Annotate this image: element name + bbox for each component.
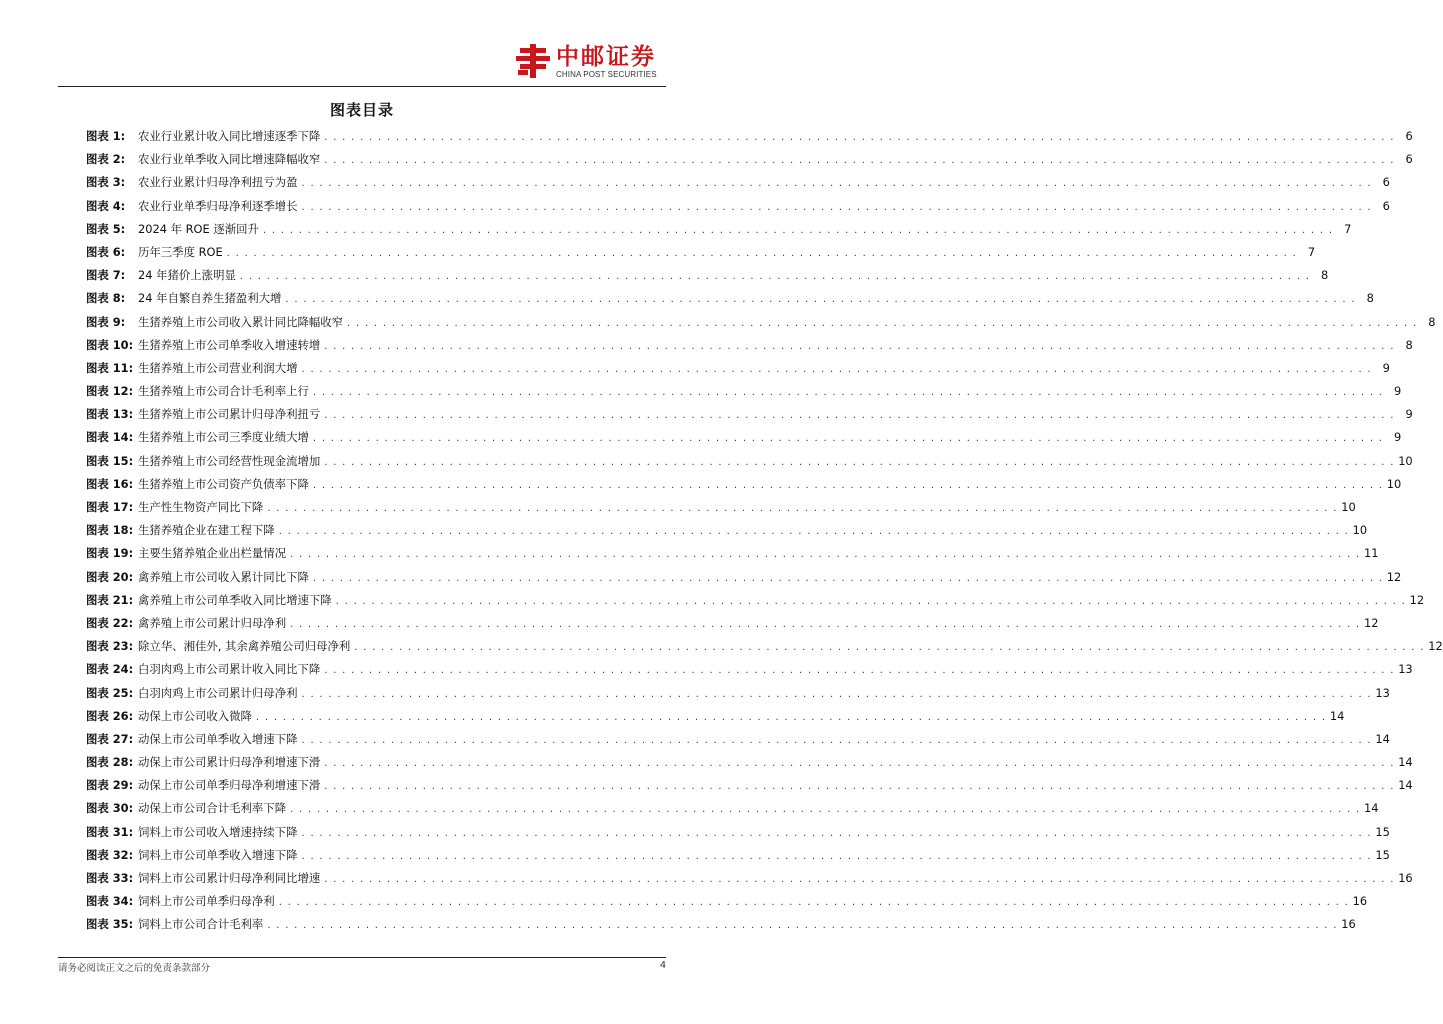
toc-entry[interactable] <box>86 174 1390 197</box>
toc-leader-dots: . . . . . . . . . . . . . . . . . . . . . . . . . . . . . . . . . . . . . . . . . . . . . . . . . . . . . . . . . . . . . . . . . . . . . . . . . . . . . . . . . . . . . . . . . . . . . . . . . . . . . . . . . . . . . . . . . . . . . . . . <box>255 711 1327 723</box>
toc-entry-page: 14 <box>1329 708 1345 723</box>
toc-leader-dots: . . . . . . . . . . . . . . . . . . . . . . . . . . . . . . . . . . . . . . . . . . . . . . . . . . . . . . . . . . . . . . . . . . . . . . . . . . . . . . . . . . . . . . . . . . . . . . . . . . . . . . . . . . . . . . . . . . . . . . . . <box>290 804 1361 816</box>
toc-entry-page: 6 <box>1382 198 1390 213</box>
toc-entry[interactable] <box>86 290 1374 313</box>
toc-entry-title: 饲料上市公司合计毛利率 <box>138 917 264 932</box>
toc-entry-page: 16 <box>1398 871 1413 885</box>
toc-entry-title: 动保上市公司单季收入增速下降 <box>138 731 298 746</box>
toc-entry-title: 饲料上市公司累计归母净利同比增速 <box>138 871 321 885</box>
toc-entry-label: 图表 23: <box>86 639 134 654</box>
toc-entry-page: 10 <box>1352 523 1368 538</box>
toc-entry-page: 9 <box>1394 430 1402 445</box>
toc-leader-dots: . . . . . . . . . . . . . . . . . . . . . . . . . . . . . . . . . . . . . . . . . . . . . . . . . . . . . . . . . . . . . . . . . . . . . . . . . . . . . . . . . . . . . . . . . . . . . . . . . . . . . . . . . . . . . . . . . . . . . . . . <box>239 271 1311 283</box>
toc-entry[interactable] <box>86 453 1413 476</box>
toc-entry-page: 14 <box>1398 755 1413 770</box>
toc-entry[interactable] <box>86 615 1379 638</box>
toc-entry[interactable] <box>86 128 1413 151</box>
toc-leader-dots: . . . . . . . . . . . . . . . . . . . . . . . . . . . . . . . . . . . . . . . . . . . . . . . . . . . . . . . . . . . . . . . . . . . . . . . . . . . . . . . . . . . . . . . . . . . . . . . . . . . . . . . . . . . . . . . . . . . . . . . . <box>324 340 1395 352</box>
toc-entry-label: 图表 30: <box>86 801 134 816</box>
toc-leader-dots: . . . . . . . . . . . . . . . . . . . . . . . . . . . . . . . . . . . . . . . . . . . . . . . . . . . . . . . . . . . . . . . . . . . . . . . . . . . . . . . . . . . . . . . . . . . . . . . . . . . . . . . . . . . . . . . . . . . . . . . . <box>301 201 1372 213</box>
toc-entry-title: 2024 年 ROE 逐渐回升 <box>138 221 259 236</box>
toc-entry[interactable] <box>86 198 1390 221</box>
toc-entry-page: 6 <box>1405 152 1413 167</box>
toc-entry-label: 图表 34: <box>86 894 134 909</box>
toc-entry-label: 图表 15: <box>86 453 134 468</box>
toc-entry[interactable] <box>86 824 1390 847</box>
toc-entry-label: 图表 14: <box>86 430 134 445</box>
toc-entry-label: 图表 17: <box>86 500 134 514</box>
toc-entry-label: 图表 25: <box>86 685 134 700</box>
toc-entry-label: 图表 22: <box>86 615 134 630</box>
toc-entry-title: 24 年自繁自养生猪盈利大增 <box>138 291 282 306</box>
toc-entry-title: 动保上市公司累计归母净利增速下滑 <box>138 755 321 770</box>
company-logo <box>516 42 666 84</box>
toc-entry[interactable] <box>86 661 1413 684</box>
toc-entry-label: 图表 5: <box>86 221 126 236</box>
toc-entry-page: 16 <box>1341 917 1356 932</box>
toc-entry-label: 图表 8: <box>86 291 126 306</box>
toc-entry-title: 农业行业累计归母净利扭亏为盈 <box>138 175 298 190</box>
toc-entry-label: 图表 13: <box>86 407 134 422</box>
toc-leader-dots: . . . . . . . . . . . . . . . . . . . . . . . . . . . . . . . . . . . . . . . . . . . . . . . . . . . . . . . . . . . . . . . . . . . . . . . . . . . . . . . . . . . . . . . . . . . . . . . . . . . . . . . . . . . . . . . . . . . . . . . . <box>312 479 1384 491</box>
toc-entry-page: 10 <box>1341 500 1356 514</box>
toc-leader-dots: . . . . . . . . . . . . . . . . . . . . . . . . . . . . . . . . . . . . . . . . . . . . . . . . . . . . . . . . . . . . . . . . . . . . . . . . . . . . . . . . . . . . . . . . . . . . . . . . . . . . . . . . . . . . . . . . . . . . . . . . <box>262 224 1334 236</box>
toc-leader-dots: . . . . . . . . . . . . . . . . . . . . . . . . . . . . . . . . . . . . . . . . . . . . . . . . . . . . . . . . . . . . . . . . . . . . . . . . . . . . . . . . . . . . . . . . . . . . . . . . . . . . . . . . . . . . . . . . . . . . . . . . <box>267 503 1338 514</box>
toc-entry[interactable] <box>86 870 1413 893</box>
toc-leader-dots: . . . . . . . . . . . . . . . . . . . . . . . . . . . . . . . . . . . . . . . . . . . . . . . . . . . . . . . . . . . . . . . . . . . . . . . . . . . . . . . . . . . . . . . . . . . . . . . . . . . . . . . . . . . . . . . . . . . . . . . . <box>301 178 1372 190</box>
toc-leader-dots: . . . . . . . . . . . . . . . . . . . . . . . . . . . . . . . . . . . . . . . . . . . . . . . . . . . . . . . . . . . . . . . . . . . . . . . . . . . . . . . . . . . . . . . . . . . . . . . . . . . . . . . . . . . . . . . . . . . . . . . . <box>347 317 1418 329</box>
toc-leader-dots: . . . . . . . . . . . . . . . . . . . . . . . . . . . . . . . . . . . . . . . . . . . . . . . . . . . . . . . . . . . . . . . . . . . . . . . . . . . . . . . . . . . . . . . . . . . . . . . . . . . . . . . . . . . . . . . . . . . . . . . . <box>301 734 1372 746</box>
toc-entry[interactable] <box>86 244 1316 267</box>
toc-entry[interactable] <box>86 800 1379 823</box>
toc-entry-title: 生猪养殖上市公司收入累计同比降幅收窄 <box>138 314 344 329</box>
toc-entry-title: 生猪养殖上市公司经营性现金流增加 <box>138 453 321 468</box>
toc-entry-page: 14 <box>1398 778 1413 793</box>
toc-entry[interactable] <box>86 685 1390 708</box>
toc-entry-label: 图表 32: <box>86 847 134 862</box>
toc-entry-page: 14 <box>1375 731 1390 746</box>
toc-entry-page: 15 <box>1375 847 1390 862</box>
toc-entry-label: 图表 4: <box>86 198 126 213</box>
toc-entry[interactable] <box>86 708 1345 731</box>
toc-entry-label: 图表 29: <box>86 778 134 793</box>
toc-entry-page: 8 <box>1321 268 1329 283</box>
toc-leader-dots: . . . . . . . . . . . . . . . . . . . . . . . . . . . . . . . . . . . . . . . . . . . . . . . . . . . . . . . . . . . . . . . . . . . . . . . . . . . . . . . . . . . . . . . . . . . . . . . . . . . . . . . . . . . . . . . . . . . . . . . . <box>290 618 1361 630</box>
toc-entry[interactable] <box>86 499 1356 522</box>
toc-entry[interactable] <box>86 522 1368 545</box>
toc-leader-dots: . . . . . . . . . . . . . . . . . . . . . . . . . . . . . . . . . . . . . . . . . . . . . . . . . . . . . . . . . . . . . . . . . . . . . . . . . . . . . . . . . . . . . . . . . . . . . . . . . . . . . . . . . . . . . . . . . . . . . . . . <box>324 781 1395 793</box>
brand-name-cn: 中邮证券 <box>556 44 656 70</box>
toc-entry-title: 生猪养殖上市公司资产负债率下降 <box>138 476 309 491</box>
toc-entry-label: 图表 9: <box>86 314 126 329</box>
toc-entry-label: 图表 28: <box>86 755 134 770</box>
toc-entry-title: 农业行业累计收入同比增速逐季下降 <box>138 129 321 143</box>
toc-leader-dots: . . . . . . . . . . . . . . . . . . . . . . . . . . . . . . . . . . . . . . . . . . . . . . . . . . . . . . . . . . . . . . . . . . . . . . . . . . . . . . . . . . . . . . . . . . . . . . . . . . . . . . . . . . . . . . . . . . . . . . . . <box>324 132 1395 143</box>
toc-leader-dots: . . . . . . . . . . . . . . . . . . . . . . . . . . . . . . . . . . . . . . . . . . . . . . . . . . . . . . . . . . . . . . . . . . . . . . . . . . . . . . . . . . . . . . . . . . . . . . . . . . . . . . . . . . . . . . . . . . . . . . . . <box>324 456 1395 468</box>
toc-entry-label: 图表 35: <box>86 917 134 932</box>
toc-entry-label: 图表 27: <box>86 731 134 746</box>
toc-entry[interactable] <box>86 267 1329 290</box>
toc-leader-dots: . . . . . . . . . . . . . . . . . . . . . . . . . . . . . . . . . . . . . . . . . . . . . . . . . . . . . . . . . . . . . . . . . . . . . . . . . . . . . . . . . . . . . . . . . . . . . . . . . . . . . . . . . . . . . . . . . . . . . . . . <box>324 874 1395 885</box>
toc-entry-title: 生猪养殖上市公司合计毛利率上行 <box>138 384 309 399</box>
toc-entry-label: 图表 2: <box>86 152 126 167</box>
toc-entry-page: 14 <box>1364 801 1379 816</box>
toc-entry-label: 图表 24: <box>86 662 134 677</box>
toc-entry[interactable] <box>86 754 1413 777</box>
toc-entry-title: 生猪养殖上市公司单季收入增速转增 <box>138 337 321 352</box>
toc-entry-label: 图表 18: <box>86 523 134 538</box>
toc-leader-dots: . . . . . . . . . . . . . . . . . . . . . . . . . . . . . . . . . . . . . . . . . . . . . . . . . . . . . . . . . . . . . . . . . . . . . . . . . . . . . . . . . . . . . . . . . . . . . . . . . . . . . . . . . . . . . . . . . . . . . . . . <box>312 572 1384 584</box>
toc-entry-page: 10 <box>1386 476 1402 491</box>
toc-entry-page: 13 <box>1375 685 1390 700</box>
toc-entry-label: 图表 7: <box>86 268 126 283</box>
toc-entry[interactable] <box>86 429 1402 452</box>
toc-leader-dots: . . . . . . . . . . . . . . . . . . . . . . . . . . . . . . . . . . . . . . . . . . . . . . . . . . . . . . . . . . . . . . . . . . . . . . . . . . . . . . . . . . . . . . . . . . . . . . . . . . . . . . . . . . . . . . . . . . . . . . . . <box>324 665 1395 677</box>
toc-leader-dots: . . . . . . . . . . . . . . . . . . . . . . . . . . . . . . . . . . . . . . . . . . . . . . . . . . . . . . . . . . . . . . . . . . . . . . . . . . . . . . . . . . . . . . . . . . . . . . . . . . . . . . . . . . . . . . . . . . . . . . . . <box>278 897 1350 909</box>
toc-entry[interactable] <box>86 314 1436 337</box>
toc-leader-dots: . . . . . . . . . . . . . . . . . . . . . . . . . . . . . . . . . . . . . . . . . . . . . . . . . . . . . . . . . . . . . . . . . . . . . . . . . . . . . . . . . . . . . . . . . . . . . . . . . . . . . . . . . . . . . . . . . . . . . . . . <box>324 410 1395 422</box>
toc-entry-title: 主要生猪养殖企业出栏量情况 <box>138 546 287 561</box>
toc-entry[interactable] <box>86 545 1379 568</box>
toc-entry-page: 13 <box>1398 662 1413 677</box>
toc-leader-dots: . . . . . . . . . . . . . . . . . . . . . . . . . . . . . . . . . . . . . . . . . . . . . . . . . . . . . . . . . . . . . . . . . . . . . . . . . . . . . . . . . . . . . . . . . . . . . . . . . . . . . . . . . . . . . . . . . . . . . . . . <box>301 688 1372 700</box>
toc-entry[interactable] <box>86 592 1425 615</box>
toc-leader-dots: . . . . . . . . . . . . . . . . . . . . . . . . . . . . . . . . . . . . . . . . . . . . . . . . . . . . . . . . . . . . . . . . . . . . . . . . . . . . . . . . . . . . . . . . . . . . . . . . . . . . . . . . . . . . . . . . . . . . . . . . <box>354 642 1425 654</box>
brand-name-en: CHINA POST SECURITIES <box>556 70 657 79</box>
toc-entry-title: 禽养殖上市公司收入累计同比下降 <box>138 569 309 584</box>
toc-entry-title: 除立华、湘佳外, 其余禽养殖公司归母净利 <box>138 639 351 654</box>
toc-entry[interactable] <box>86 151 1413 174</box>
toc-entry-page: 12 <box>1428 639 1443 654</box>
toc-entry-title: 24 年猪价上涨明显 <box>138 268 236 283</box>
toc-entry-label: 图表 20: <box>86 569 134 584</box>
toc-leader-dots: . . . . . . . . . . . . . . . . . . . . . . . . . . . . . . . . . . . . . . . . . . . . . . . . . . . . . . . . . . . . . . . . . . . . . . . . . . . . . . . . . . . . . . . . . . . . . . . . . . . . . . . . . . . . . . . . . . . . . . . . <box>312 433 1384 445</box>
toc-leader-dots: . . . . . . . . . . . . . . . . . . . . . . . . . . . . . . . . . . . . . . . . . . . . . . . . . . . . . . . . . . . . . . . . . . . . . . . . . . . . . . . . . . . . . . . . . . . . . . . . . . . . . . . . . . . . . . . . . . . . . . . . <box>301 850 1372 862</box>
toc-leader-dots: . . . . . . . . . . . . . . . . . . . . . . . . . . . . . . . . . . . . . . . . . . . . . . . . . . . . . . . . . . . . . . . . . . . . . . . . . . . . . . . . . . . . . . . . . . . . . . . . . . . . . . . . . . . . . . . . . . . . . . . . <box>301 827 1372 839</box>
toc-entry-page: 8 <box>1405 337 1413 352</box>
toc-entry-page: 8 <box>1366 291 1374 306</box>
toc-entry-label: 图表 10: <box>86 337 134 352</box>
toc-entry-page: 12 <box>1364 615 1379 630</box>
toc-entry[interactable] <box>86 221 1352 244</box>
toc-entry-title: 生产性生物资产同比下降 <box>138 500 264 514</box>
china-post-logo-icon <box>516 44 550 78</box>
toc-title: 图表目录 <box>329 101 394 119</box>
toc-entry-page: 12 <box>1409 592 1425 607</box>
toc-entry[interactable] <box>86 337 1413 360</box>
toc-entry[interactable] <box>86 360 1390 383</box>
page-number: 4 <box>659 960 666 971</box>
toc-entry-title: 农业行业单季收入同比增速降幅收窄 <box>138 152 321 167</box>
toc-entry-title: 白羽肉鸡上市公司累计归母净利 <box>138 685 298 700</box>
toc-entry[interactable] <box>86 476 1402 499</box>
toc-entry-page: 15 <box>1375 824 1390 839</box>
toc-leader-dots: . . . . . . . . . . . . . . . . . . . . . . . . . . . . . . . . . . . . . . . . . . . . . . . . . . . . . . . . . . . . . . . . . . . . . . . . . . . . . . . . . . . . . . . . . . . . . . . . . . . . . . . . . . . . . . . . . . . . . . . . <box>285 294 1356 306</box>
header-divider <box>58 86 666 87</box>
toc-entry-title: 生猪养殖上市公司营业利润大增 <box>138 360 298 375</box>
toc-leader-dots: . . . . . . . . . . . . . . . . . . . . . . . . . . . . . . . . . . . . . . . . . . . . . . . . . . . . . . . . . . . . . . . . . . . . . . . . . . . . . . . . . . . . . . . . . . . . . . . . . . . . . . . . . . . . . . . . . . . . . . . . <box>301 363 1372 375</box>
toc-entry-title: 禽养殖上市公司单季收入同比增速下降 <box>138 592 332 607</box>
toc-entry-label: 图表 12: <box>86 384 134 399</box>
toc-entry-page: 9 <box>1394 384 1402 399</box>
toc-entry-label: 图表 33: <box>86 871 134 885</box>
toc-entry-page: 9 <box>1405 407 1413 422</box>
toc-entry-title: 动保上市公司单季归母净利增速下滑 <box>138 778 321 793</box>
toc-entry-title: 生猪养殖上市公司三季度业绩大增 <box>138 430 309 445</box>
toc-entry-page: 9 <box>1382 360 1390 375</box>
toc-entry-label: 图表 26: <box>86 708 134 723</box>
toc-leader-dots: . . . . . . . . . . . . . . . . . . . . . . . . . . . . . . . . . . . . . . . . . . . . . . . . . . . . . . . . . . . . . . . . . . . . . . . . . . . . . . . . . . . . . . . . . . . . . . . . . . . . . . . . . . . . . . . . . . . . . . . . <box>267 920 1338 932</box>
toc-leader-dots: . . . . . . . . . . . . . . . . . . . . . . . . . . . . . . . . . . . . . . . . . . . . . . . . . . . . . . . . . . . . . . . . . . . . . . . . . . . . . . . . . . . . . . . . . . . . . . . . . . . . . . . . . . . . . . . . . . . . . . . . <box>324 758 1395 770</box>
table-of-figures <box>86 128 1443 940</box>
toc-leader-dots: . . . . . . . . . . . . . . . . . . . . . . . . . . . . . . . . . . . . . . . . . . . . . . . . . . . . . . . . . . . . . . . . . . . . . . . . . . . . . . . . . . . . . . . . . . . . . . . . . . . . . . . . . . . . . . . . . . . . . . . . <box>226 247 1298 259</box>
toc-entry-label: 图表 1: <box>86 129 126 143</box>
toc-entry-page: 16 <box>1352 894 1368 909</box>
toc-entry[interactable] <box>86 383 1402 406</box>
toc-entry-title: 生猪养殖上市公司累计归母净利扭亏 <box>138 407 321 422</box>
toc-entry-title: 禽养殖上市公司累计归母净利 <box>138 615 287 630</box>
toc-entry-page: 6 <box>1382 175 1390 190</box>
toc-entry-page: 7 <box>1344 221 1352 236</box>
toc-entry[interactable] <box>86 847 1390 870</box>
footer-disclaimer: 请务必阅读正文之后的免责条款部分 <box>58 963 211 974</box>
toc-entry-title: 饲料上市公司单季收入增速下降 <box>138 847 298 862</box>
toc-entry-title: 生猪养殖企业在建工程下降 <box>138 523 275 538</box>
toc-entry-label: 图表 19: <box>86 546 134 561</box>
toc-leader-dots: . . . . . . . . . . . . . . . . . . . . . . . . . . . . . . . . . . . . . . . . . . . . . . . . . . . . . . . . . . . . . . . . . . . . . . . . . . . . . . . . . . . . . . . . . . . . . . . . . . . . . . . . . . . . . . . . . . . . . . . . <box>290 549 1361 561</box>
toc-entry[interactable] <box>86 406 1413 429</box>
toc-entry[interactable] <box>86 893 1368 916</box>
toc-entry-label: 图表 11: <box>86 360 134 375</box>
toc-leader-dots: . . . . . . . . . . . . . . . . . . . . . . . . . . . . . . . . . . . . . . . . . . . . . . . . . . . . . . . . . . . . . . . . . . . . . . . . . . . . . . . . . . . . . . . . . . . . . . . . . . . . . . . . . . . . . . . . . . . . . . . . <box>312 387 1384 399</box>
toc-entry-label: 图表 21: <box>86 592 134 607</box>
toc-leader-dots: . . . . . . . . . . . . . . . . . . . . . . . . . . . . . . . . . . . . . . . . . . . . . . . . . . . . . . . . . . . . . . . . . . . . . . . . . . . . . . . . . . . . . . . . . . . . . . . . . . . . . . . . . . . . . . . . . . . . . . . . <box>278 526 1350 538</box>
toc-entry-page: 10 <box>1398 453 1413 468</box>
toc-leader-dots: . . . . . . . . . . . . . . . . . . . . . . . . . . . . . . . . . . . . . . . . . . . . . . . . . . . . . . . . . . . . . . . . . . . . . . . . . . . . . . . . . . . . . . . . . . . . . . . . . . . . . . . . . . . . . . . . . . . . . . . . <box>324 155 1395 167</box>
toc-entry[interactable] <box>86 731 1390 754</box>
toc-entry-page: 7 <box>1307 244 1316 259</box>
toc-entry[interactable] <box>86 916 1356 939</box>
toc-entry-page: 8 <box>1428 314 1436 329</box>
toc-entry-label: 图表 31: <box>86 824 134 839</box>
toc-entry-label: 图表 3: <box>86 175 126 190</box>
footer-divider <box>58 957 666 958</box>
toc-entry-label: 图表 6: <box>86 244 126 259</box>
toc-entry[interactable] <box>86 638 1443 661</box>
toc-entry-label: 图表 16: <box>86 476 134 491</box>
toc-leader-dots: . . . . . . . . . . . . . . . . . . . . . . . . . . . . . . . . . . . . . . . . . . . . . . . . . . . . . . . . . . . . . . . . . . . . . . . . . . . . . . . . . . . . . . . . . . . . . . . . . . . . . . . . . . . . . . . . . . . . . . . . <box>335 595 1407 607</box>
toc-entry-page: 6 <box>1405 129 1413 143</box>
toc-entry-title: 动保上市公司收入微降 <box>138 708 252 723</box>
toc-entry-page: 12 <box>1386 569 1402 584</box>
toc-entry-page: 11 <box>1364 546 1379 561</box>
toc-entry-title: 饲料上市公司单季归母净利 <box>138 894 275 909</box>
toc-entry[interactable] <box>86 569 1402 592</box>
toc-entry-title: 饲料上市公司收入增速持续下降 <box>138 824 298 839</box>
toc-entry[interactable] <box>86 777 1413 800</box>
toc-entry-title: 动保上市公司合计毛利率下降 <box>138 801 287 816</box>
toc-entry-title: 历年三季度 ROE <box>138 244 223 259</box>
toc-entry-title: 农业行业单季归母净利逐季增长 <box>138 198 298 213</box>
toc-entry-title: 白羽肉鸡上市公司累计收入同比下降 <box>138 662 321 677</box>
